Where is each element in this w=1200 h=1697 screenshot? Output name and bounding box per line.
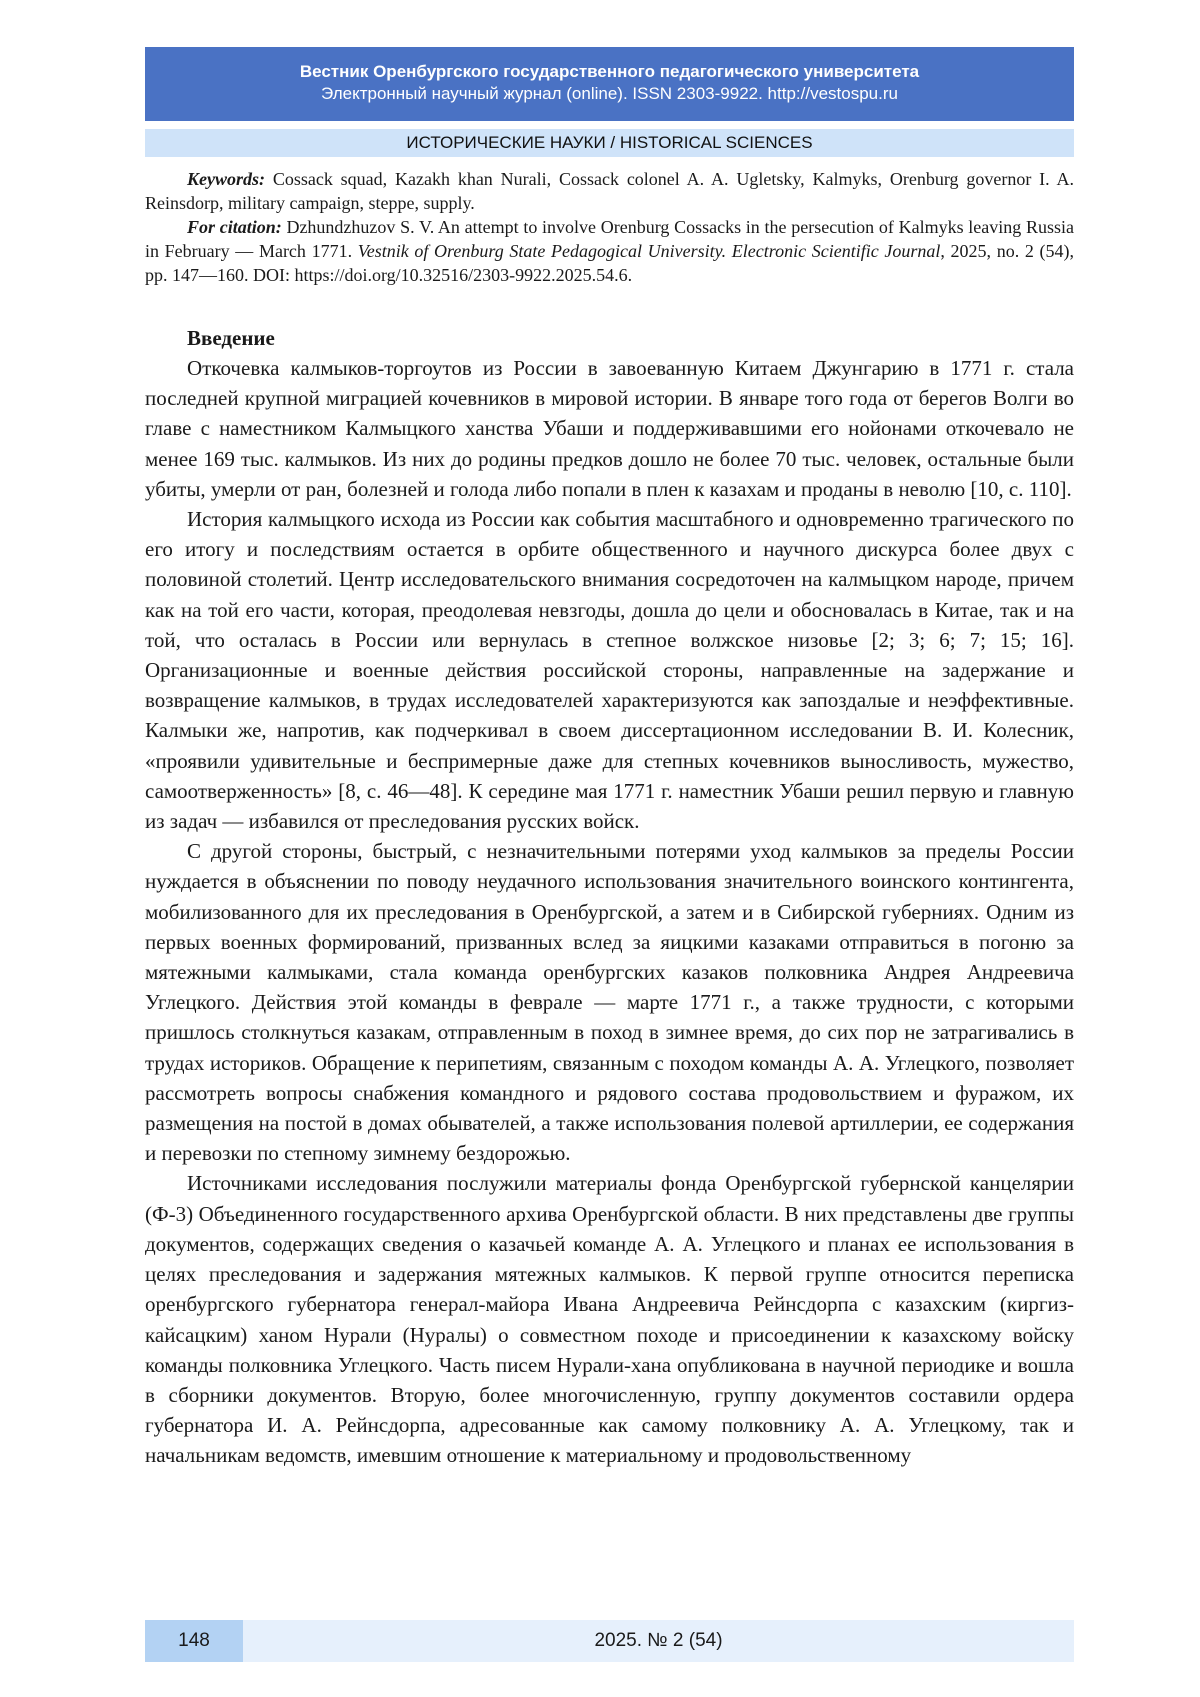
keywords-label: Keywords: (187, 169, 265, 189)
paragraph: История калмыцкого исхода из России как события масштабного и одновременно трагического по его итогу и последствиям остается в орбите общественного и научного дискурса более двух с половиной столетий. Центр исследовательского внимания сосредоточен на калмыцком народе, причем как на той его части, которая, преодолевая невзгоды, дошла до цели и обосновалась в Китае, так и на той, что осталась в России или вернулась в степное волжское низовье [2; 3; 6; 7; 15; 16]. Организационные и военные действия российской стороны, направленные на задержание и возвращение калмыков, в трудах исследователей характеризуются как запоздалые и неэффективные. Калмыки же, напротив, как подчеркивал в своем диссертационном исследовании В. И. Колесник, «проявили удивительные и беспримерные даже для степных кочевников выносливость, мужество, самоотверженность» [8, с. 46—48]. К середине мая 1771 г. наместник Убаши решил первую и главную из задач — избавился от преследования русских войск. (145, 507, 1074, 834)
page-footer (145, 1620, 1074, 1662)
paragraph: Источниками исследования послужили материалы фонда Оренбургской губернской канцелярии (Ф-3) Объединенного государственного архива Оренбургской области. В них представлены две группы документов, содержащих сведения о казачьей команде А. А. Углецкого и планах ее использования в целях преследования и задержания мятежных калмыков. К первой группе относится переписка оренбургского губернатора генерал-майора Ивана Андреевича Рейнсдорпа с казахским (киргиз-кайсацким) ханом Нурали (Нуралы) о совместном походе и присоединении к казахскому войску команды полковника Углецкого. Часть писем Нурали-хана опубликована в научной периодике и вошла в сборники документов. Вторую, более многочисленную, группу документов составили ордера губернатора И. А. Рейнсдорпа, адресованные как самому полковнику А. А. Углецкому, так и начальникам ведомств, имевшим отношение к материальному и продовольственному (145, 1171, 1074, 1468)
citation-text-end: , 2025, no. 2 (54), pp. 147—160. DOI: https://doi.org/10.32516/2303-9922.2025.54.6. (145, 241, 1074, 285)
citation-journal: Vestnik of Orenburg State Pedagogical University. Electronic Scientific Journal (357, 241, 941, 261)
section-heading: Введение (187, 326, 275, 350)
citation-text: Dzhundzhuzov S. V. An attempt to involve Orenburg Cossacks in the persecution of Kalmyks leaving Russia in February — March 1771. (145, 217, 1074, 261)
paragraph: С другой стороны, быстрый, с незначительными потерями уход калмыков за пределы России нуждается в объяснении по поводу неудачного использования значительного воинского контингента, мобилизованного для их преследования в Оренбургской, а затем и в Сибирской губерниях. Одним из первых военных формирований, призванных вслед за яицкими казаками отправиться в погоню за мятежными калмыками, стала команда оренбургских казаков полковника Андрея Андреевича Углецкого. Действия этой команды в феврале — марте 1771 г., а также трудности, с которыми пришлось столкнуться казакам, отправленным в поход в зимнее время, до сих пор не затрагивались в трудах историков. Обращение к перипетиям, связанным с походом команды А. А. Углецкого, позволяет рассмотреть вопросы снабжения командного и рядового состава продовольствием и фуражом, их размещения на постой в домах обывателей, а также использования полевой артиллерии, ее содержания и перевозки по степному зимнему бездорожью. (145, 839, 1074, 1166)
citation-label: For citation: (187, 217, 282, 237)
keywords-text: Cossack squad, Kazakh khan Nurali, Cossack colonel A. A. Ugletsky, Kalmyks, Orenburg governor I. A. Reinsdorp, military campaign, steppe, supply. (145, 169, 1074, 213)
journal-banner (145, 47, 1074, 121)
article-body (145, 323, 1074, 1471)
journal-subtitle: Электронный научный журнал (online). ISSN 2303-9922. http://vestospu.ru (321, 84, 898, 103)
citation (145, 215, 1074, 287)
section-title: ИСТОРИЧЕСКИЕ НАУКИ / HISTORICAL SCIENCES (145, 129, 1074, 157)
issue-label: 2025. № 2 (54) (594, 1630, 723, 1651)
page-number: 148 (145, 1620, 243, 1662)
article-meta (145, 167, 1074, 287)
journal-title: Вестник Оренбургского государственного педагогического университета (299, 62, 920, 81)
keywords (145, 167, 1074, 215)
paragraph: Откочевка калмыков-торгоутов из России в завоеванную Китаем Джунгарию в 1771 г. стала последней крупной миграцией кочевников в мировой истории. В январе того года от берегов Волги во главе с наместником Калмыцкого ханства Убаши и поддерживавшими его нойонами откочевало не менее 169 тыс. калмыков. Из них до родины предков дошло не более 70 тыс. человек, остальные были убиты, умерли от ран, болезней и голода либо попали в плен к казахам и проданы в неволю [10, с. 110]. (145, 356, 1074, 501)
